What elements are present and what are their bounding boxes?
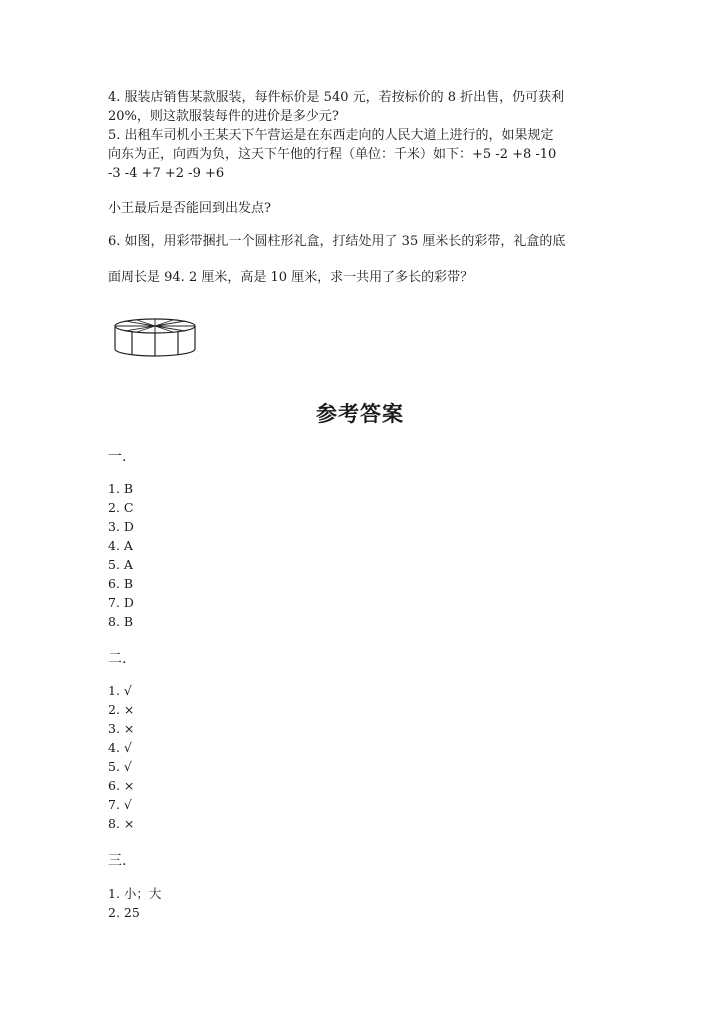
answer-item: 1. 小；大 — [108, 886, 162, 901]
answer-item: 2. 25 — [108, 905, 140, 920]
answer-key-title: 参考答案 — [316, 401, 404, 426]
answer-item: 6. B — [108, 576, 134, 591]
problem-6-line-2: 面周长是 94. 2 厘米，高是 10 厘米，求一共用了多长的彩带？ — [108, 270, 474, 285]
section-2-heading: 二. — [108, 651, 127, 667]
section-3-heading: 三. — [108, 853, 127, 869]
answer-item: 1. B — [108, 481, 134, 496]
problem-5-line-3: -3 -4 +7 +2 -9 +6 — [108, 166, 225, 181]
problem-5-line-2: 向东为正，向西为负，这天下午他的行程（单位：千米）如下：+5 -2 +8 -10 — [108, 147, 557, 162]
section-1-heading: 一. — [108, 449, 127, 465]
answer-item: 4. A — [108, 538, 133, 553]
answer-item: 7. √ — [108, 797, 132, 812]
answer-item: 7. D — [108, 595, 134, 610]
problem-6-line-1: 6. 如图，用彩带捆扎一个圆柱形礼盒，打结处用了 35 厘米长的彩带，礼盒的底 — [108, 234, 566, 249]
section-3-answers — [108, 884, 161, 922]
answer-item: 2. × — [108, 702, 135, 717]
problem-4-line-2: 20%，则这款服装每件的进价是多少元? — [108, 109, 339, 124]
answer-item: 5. √ — [108, 759, 132, 774]
problem-5-question: 小王最后是否能回到出发点? — [108, 201, 271, 216]
answer-item: 2. C — [108, 500, 134, 515]
answer-item: 1. √ — [108, 683, 132, 698]
cylinder-gift-box-icon — [112, 316, 198, 358]
answer-item: 8. B — [108, 614, 134, 629]
answer-item: 3. D — [108, 519, 134, 534]
section-1-answers — [108, 479, 134, 631]
answer-item: 3. × — [108, 721, 135, 736]
section-2-answers — [108, 681, 134, 833]
answer-item: 6. × — [108, 778, 135, 793]
answer-item: 5. A — [108, 557, 133, 572]
answer-item: 8. × — [108, 816, 135, 831]
problem-5-line-1: 5. 出租车司机小王某天下午营运是在东西走向的人民大道上进行的，如果规定 — [108, 128, 554, 143]
answer-item: 4. √ — [108, 740, 132, 755]
problem-4-line-1: 4. 服装店销售某款服装，每件标价是 540 元，若按标价的 8 折出售，仍可获利 — [108, 90, 565, 105]
